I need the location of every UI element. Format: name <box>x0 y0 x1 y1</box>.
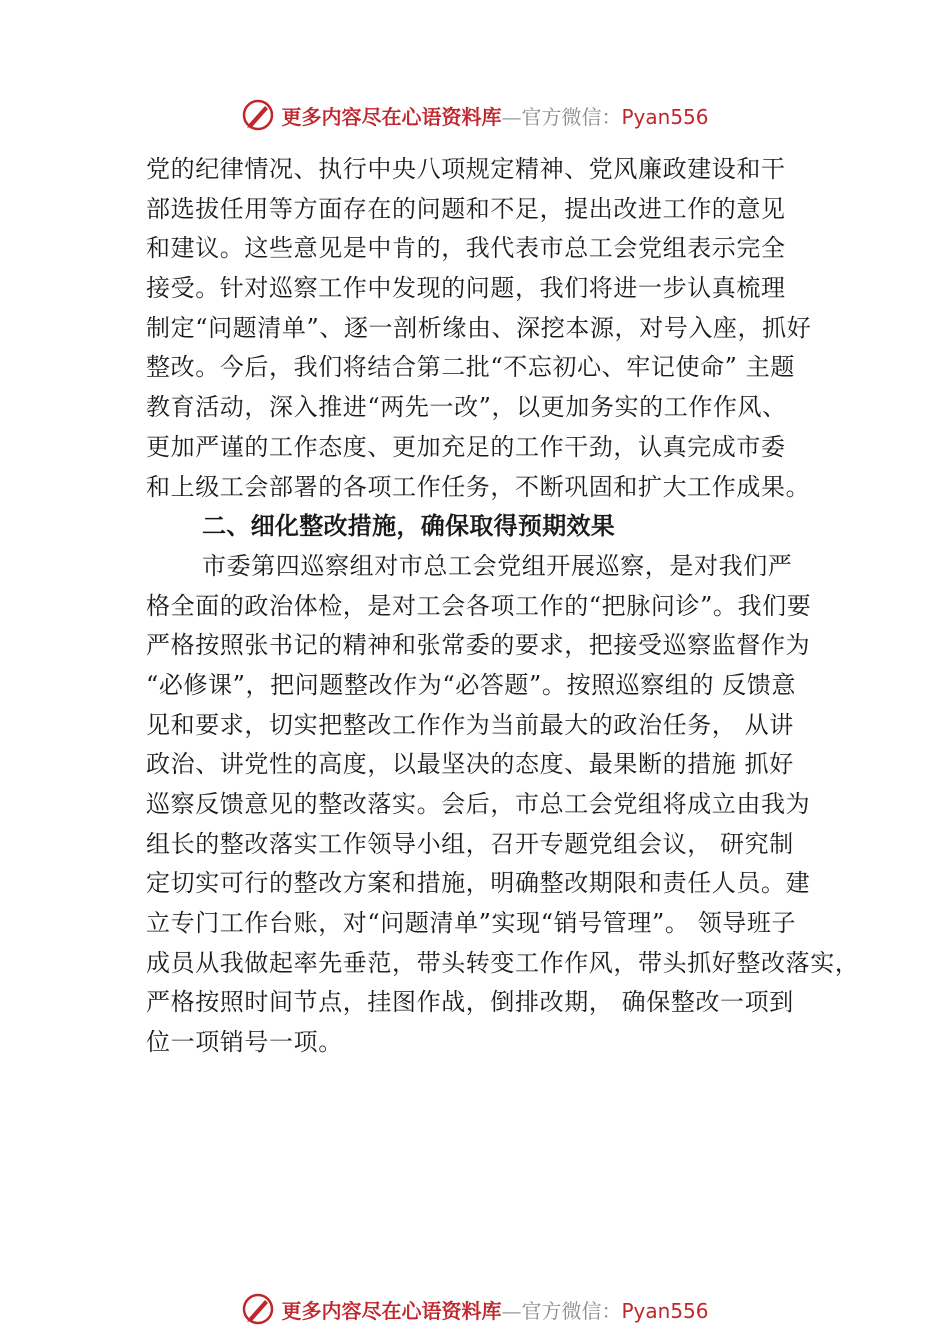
text-line: 整改。今后，我们将结合第二批“不忘初心、牢记使命” 主题 <box>146 353 795 382</box>
text-line: 巡察反馈意见的整改落实。会后，市总工会党组将成立由我为 <box>146 790 811 818</box>
banner-dash: — <box>501 104 522 129</box>
pen-logo-icon <box>241 1292 275 1326</box>
text-line: 格全面的政治体检，是对工会各项工作的“把脉问诊”。我们要 <box>146 591 812 620</box>
banner-site-name: 更多内容尽在心语资料库 <box>281 104 502 129</box>
banner-site-name: 更多内容尽在心语资料库 <box>281 1298 502 1323</box>
text-line: 政治、讲党性的高度，以最坚决的态度、最果断的措施 抓好 <box>146 750 794 779</box>
text-line: 定切实可行的整改方案和措施，明确整改期限和责任人员。建 <box>146 869 811 898</box>
text-line: 成员从我做起率先垂范，带头转变工作作风，带头抓好整改落实， <box>146 948 860 977</box>
text-line: 和建议。这些意见是中肯的，我代表市总工会党组表示完全 <box>146 234 786 263</box>
header-watermark <box>0 95 950 135</box>
paragraph-1 <box>146 150 836 507</box>
text-line: 见和要求，切实把整改工作作为当前最大的政治任务， 从讲 <box>146 710 794 739</box>
text-line: 和上级工会部署的各项工作任务，不断巩固和扩大工作成果。 <box>146 472 811 501</box>
text-line: 严格按照张书记的精神和张常委的要求，把接受巡察监督作为 <box>146 631 811 660</box>
banner-wechat-label: 官方微信： <box>521 1298 622 1323</box>
pen-logo-icon <box>241 98 275 132</box>
banner-wechat-id: Pyan556 <box>621 104 709 129</box>
text-line: 部选拔任用等方面存在的问题和不足，提出改进工作的意见 <box>146 194 786 223</box>
text-line: 制定“问题清单”、逐一剖析缘由、深挖本源，对号入座，抓好 <box>146 313 812 342</box>
text-line: “必修课”，把问题整改作为“必答题”。按照巡察组的 反馈意 <box>146 670 797 699</box>
banner-dash: — <box>501 1298 522 1323</box>
text-line: 更加严谨的工作态度、更加充足的工作干劲，认真完成市委 <box>146 432 786 461</box>
text-line: 组长的整改落实工作领导小组，召开专题党组会议， 研究制 <box>146 829 794 858</box>
banner-wechat-label: 官方微信： <box>521 104 622 129</box>
text-line: 接受。针对巡察工作中发现的问题，我们将进一步认真梳理 <box>146 274 786 303</box>
footer-watermark <box>0 1289 950 1329</box>
text-line: 教育活动，深入推进“两先一改”，以更加务实的工作作风、 <box>146 393 787 422</box>
text-line: 市委第四巡察组对市总工会党组开展巡察，是对我们严 <box>202 551 793 580</box>
banner-wechat-id: Pyan556 <box>621 1298 709 1323</box>
text-line: 立专门工作台账，对“问题清单”实现“销号管理”。 领导班子 <box>146 909 797 938</box>
paragraph-2 <box>146 547 860 1063</box>
document-body <box>146 150 860 1063</box>
section-heading: 二、细化整改措施，确保取得预期效果 <box>202 512 616 541</box>
text-line: 严格按照时间节点，挂图作战，倒排改期， 确保整改一项到 <box>146 988 794 1017</box>
text-line: 位一项销号一项。 <box>146 1028 343 1057</box>
text-line: 党的纪律情况、执行中央八项规定精神、党风廉政建设和干 <box>146 155 786 183</box>
